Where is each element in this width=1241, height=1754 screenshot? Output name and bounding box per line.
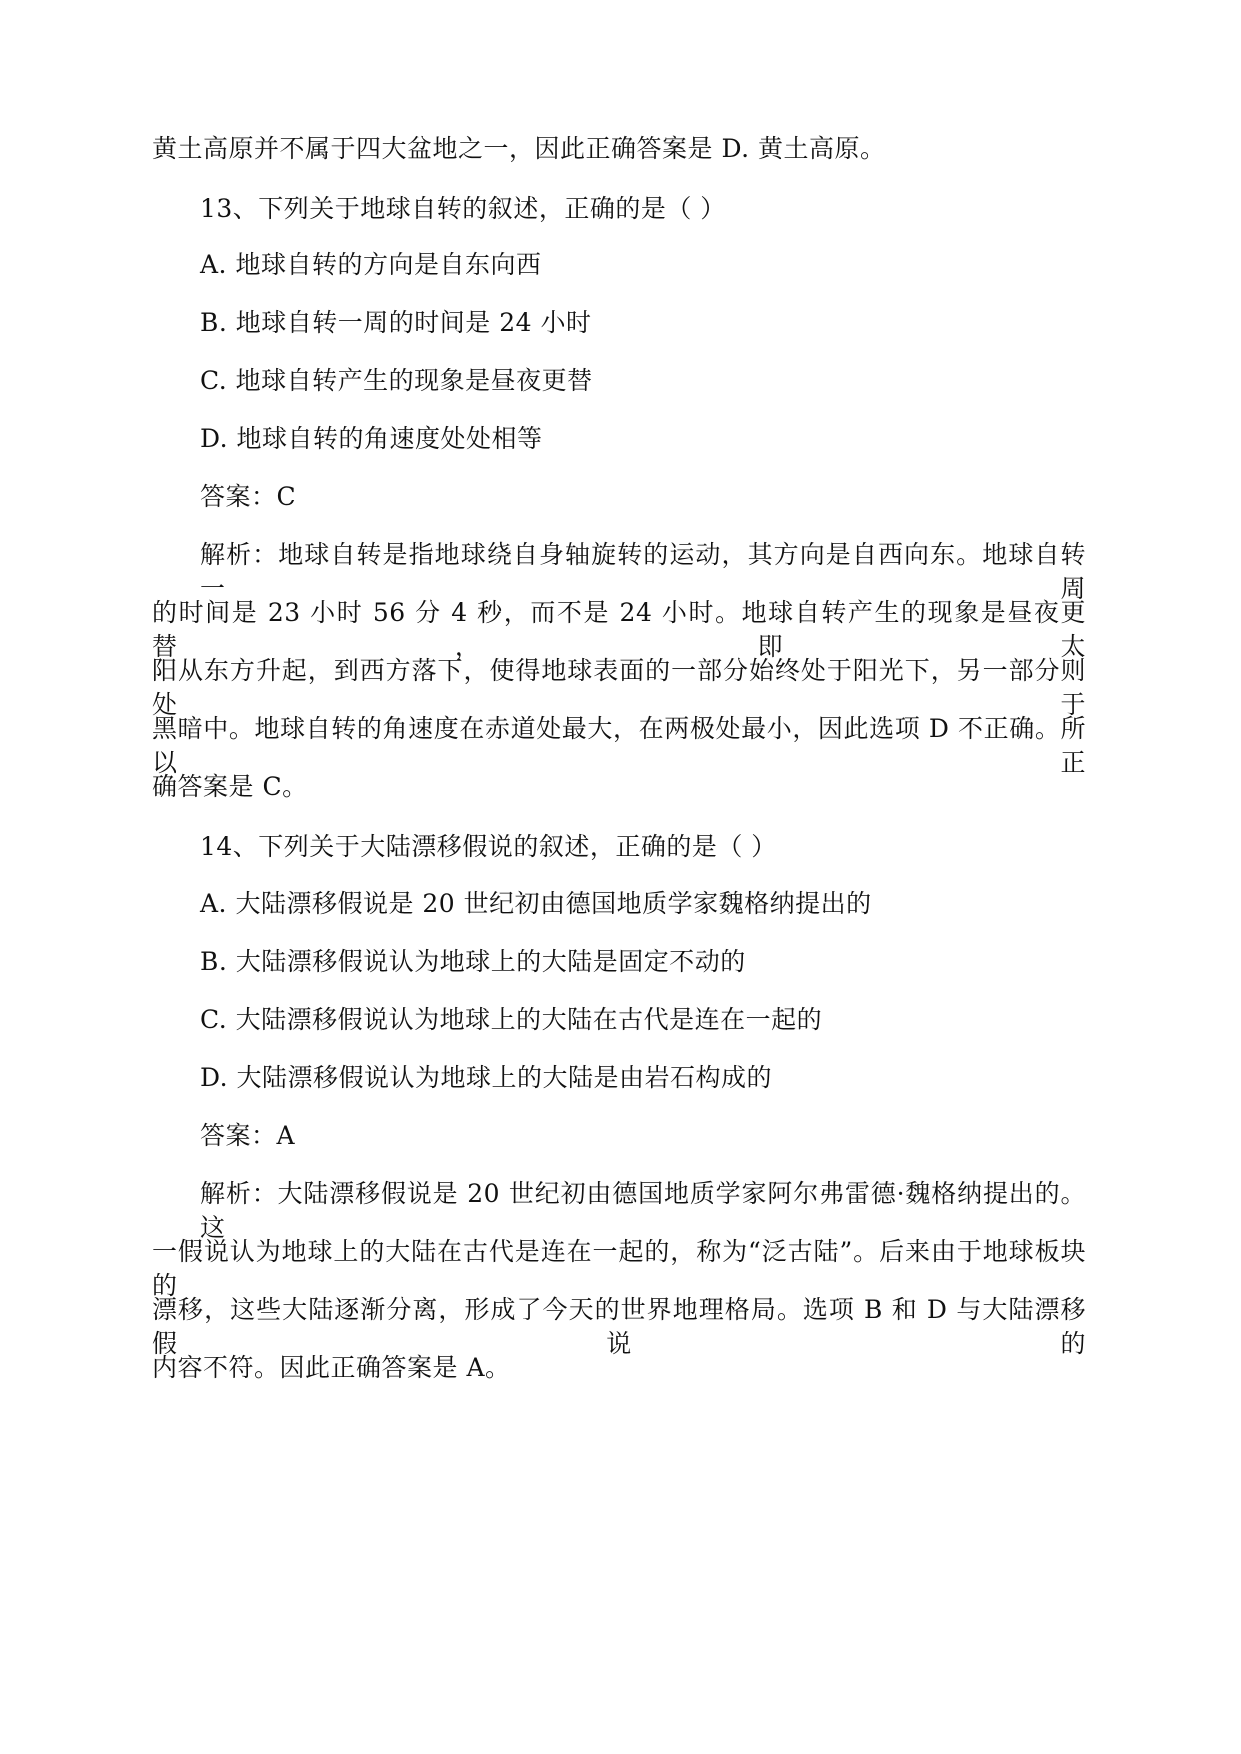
q13-option-d: D. 地球自转的角速度处处相等 — [200, 424, 543, 453]
q14-stem: 14、下列关于大陆漂移假说的叙述，正确的是（ ） — [200, 832, 777, 861]
q14-analysis-line-2: 一假说认为地球上的大陆在古代是连在一起的，称为“泛古陆”。后来由于地球板块的 — [152, 1237, 1086, 1300]
q13-analysis-line-2: 的时间是 23 小时 56 分 4 秒，而不是 24 小时。地球自转产生的现象是昼夜更替，即太 — [152, 598, 1086, 661]
q14-analysis-line-4: 内容不符。因此正确答案是 A。 — [152, 1353, 511, 1382]
q13-answer: 答案：C — [200, 482, 297, 511]
q13-analysis-line-1: 解析：地球自转是指地球绕自身轴旋转的运动，其方向是自西向东。地球自转一周 — [200, 540, 1086, 603]
q12-answer-tail: 黄土高原并不属于四大盆地之一，因此正确答案是 D. 黄土高原。 — [152, 134, 886, 163]
q13-analysis-line-5: 确答案是 C。 — [152, 772, 308, 801]
q14-analysis-line-3: 漂移，这些大陆逐渐分离，形成了今天的世界地理格局。选项 B 和 D 与大陆漂移假说的 — [152, 1295, 1086, 1358]
q13-option-c: C. 地球自转产生的现象是昼夜更替 — [200, 366, 593, 395]
q14-option-d: D. 大陆漂移假说认为地球上的大陆是由岩石构成的 — [200, 1063, 773, 1092]
q14-answer: 答案：A — [200, 1121, 296, 1150]
q14-analysis-line-1: 解析：大陆漂移假说是 20 世纪初由德国地质学家阿尔弗雷德·魏格纳提出的。这 — [200, 1179, 1086, 1242]
q13-analysis-line-3: 阳从东方升起，到西方落下，使得地球表面的一部分始终处于阳光下，另一部分则处于 — [152, 656, 1086, 719]
q13-analysis-line-4: 黑暗中。地球自转的角速度在赤道处最大，在两极处最小，因此选项 D 不正确。所以正 — [152, 714, 1086, 777]
q14-option-a: A. 大陆漂移假说是 20 世纪初由德国地质学家魏格纳提出的 — [200, 889, 872, 918]
q13-option-b: B. 地球自转一周的时间是 24 小时 — [200, 308, 592, 337]
q14-option-c: C. 大陆漂移假说认为地球上的大陆在古代是连在一起的 — [200, 1005, 823, 1034]
q13-option-a: A. 地球自转的方向是自东向西 — [200, 250, 542, 279]
q14-option-b: B. 大陆漂移假说认为地球上的大陆是固定不动的 — [200, 947, 746, 976]
q13-stem: 13、下列关于地球自转的叙述，正确的是（ ） — [200, 194, 726, 223]
